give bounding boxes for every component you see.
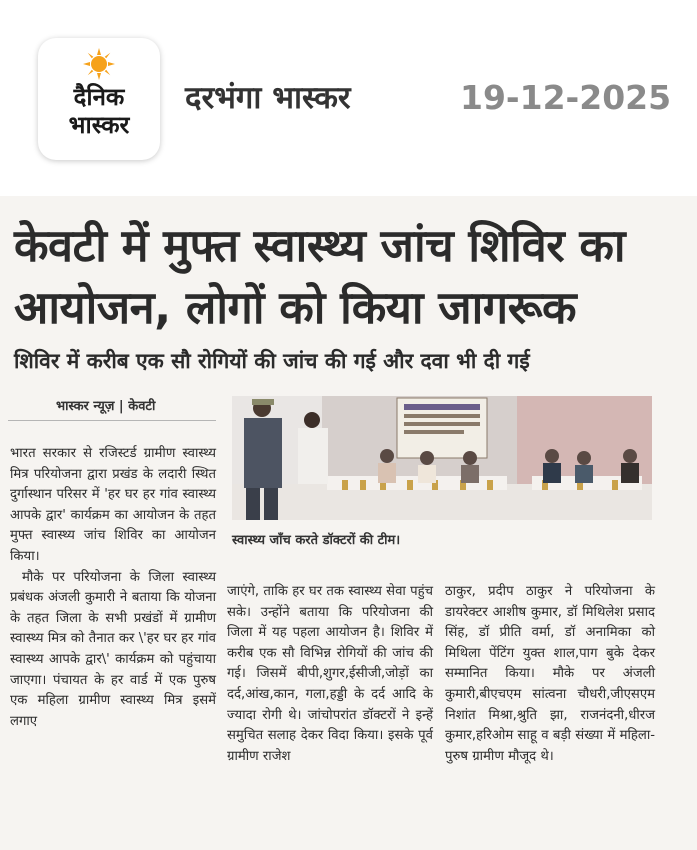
logo-text-line2: भास्कर [68, 111, 130, 139]
article-column-1 [10, 444, 216, 732]
headline-line-1: केवटी में मुफ्त स्वास्थ्य जांच शिविर का [14, 219, 626, 272]
article-column-2 [227, 582, 433, 767]
edition-date: 19-12-2025 [460, 78, 672, 117]
logo-text-line1: दैनिक [73, 83, 125, 111]
photo-caption: स्वास्थ्य जाँच करते डॉक्टरों की टीम। [232, 533, 401, 548]
article-column-3 [445, 582, 655, 767]
edition-name: दरभंगा भास्कर [185, 80, 351, 116]
app-header [0, 0, 697, 190]
subheadline: शिविर में करीब एक सौ रोगियों की जांच की गई और दवा भी दी गई [14, 349, 530, 373]
dainik-bhaskar-logo[interactable] [38, 38, 160, 160]
news-clipping[interactable] [0, 196, 697, 850]
article-paragraph: ठाकुर, प्रदीप ठाकुर ने परियोजना के डायरेक्टर आशीष कुमार, डॉ मिथिलेश प्रसाद सिंह, डॉ प्रीति वर्मा, डॉ अनामिका को मिथिला पेंटिंग युक्त शाल,पाग बुके देकर सम्मानित किया। मौके पर अंजली कुमारी,बीएचएम सांत्वना चौधरी,जीएसएम निशांत मिश्रा,श्रुति झा, राजनंदनी,धीरज कुमार,हरिओम साहू व बड़ी संख्या में महिला-पुरुष ग्रामीण मौजूद थे। [445, 584, 655, 764]
article-paragraph: भारत सरकार से रजिस्टर्ड ग्रामीण स्वास्थ्य मित्र परियोजना द्वारा प्रखंड के लदारी स्थित दुर्गास्थान परिसर में 'हर घर हर गांव स्वास्थ्य आपके द्वार' कार्यक्रम का आयोजन के तहत मुफ्त स्वास्थ्य जांच शिविर का आयोजन किया। [10, 446, 216, 564]
article-paragraph: मौके पर परियोजना के जिला स्वास्थ्य प्रबंधक अंजली कुमारी ने बताया कि योजना के तहत जिला के सभी प्रखंडों में ग्रामीण स्वास्थ्य मित्र को तैनात कर \'हर घर हर गांव स्वास्थ्य आपके द्वार\' कार्यक्रम को पहुंचाया जाएगा। पंचायत के हर वार्ड में एक पुरुष एक महिला ग्रामीण स्वास्थ्य मित्र इसमें लगाए [10, 569, 216, 729]
article-paragraph: जाएंगे, ताकि हर घर तक स्वास्थ्य सेवा पहुंच सके। उन्होंने बताया कि परियोजना की जिला में यह पहला आयोजन है। शिविर में करीब एक सौ विभिन्न रोगियों की जांच की गई। जिसमें बीपी,शुगर,ईसीजी,जोड़ों का दर्द,आंख,कान, गला,हड्डी के दर्द आदि के ज्यादा रोगी थे। जांचोपरांत डॉक्टरों ने इन्हें समुचित सलाह देकर विदा किया। इसके पूर्व ग्रामीण राजेश [227, 584, 433, 764]
headline-line-2: आयोजन, लोगों को किया जागरूक [14, 281, 577, 334]
health-camp-photo [232, 396, 652, 520]
byline: भास्कर न्यूज़ | केवटी [56, 399, 156, 414]
byline-divider [8, 420, 216, 421]
article-photo [232, 396, 652, 520]
sun-icon [83, 48, 115, 80]
